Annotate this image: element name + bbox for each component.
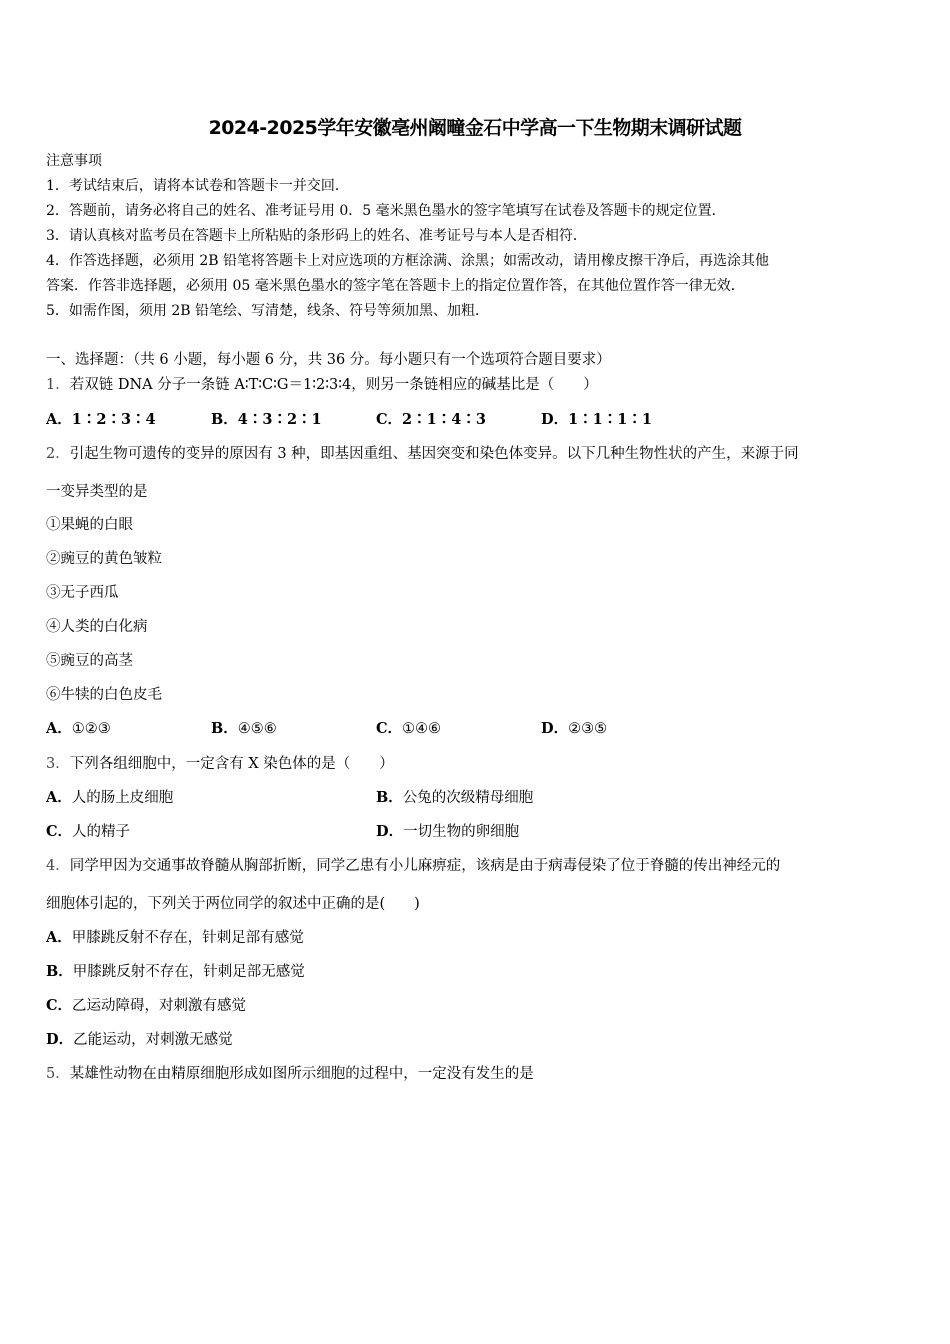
- q1-option-d: [541, 410, 652, 430]
- option-label: A．: [46, 789, 72, 806]
- q2-item: ②豌豆的黄色皱粒: [46, 551, 162, 567]
- option-label: B．: [211, 411, 238, 428]
- question-text: 某雄性动物在由精原细胞形成如图所示细胞的过程中，一定没有发生的是: [69, 1066, 534, 1082]
- question-text: 若双链 DNA 分子一条链 A∶T∶C∶G＝1∶2∶3∶4，则另一条链相应的碱基比是（ ）: [69, 377, 598, 393]
- option-text: 4∶3∶2∶1: [237, 411, 322, 428]
- option-text: 1∶1∶1∶1: [568, 411, 652, 428]
- option-label: B．: [376, 789, 403, 806]
- question-number: 3．: [46, 756, 70, 772]
- question-5: [46, 1064, 534, 1084]
- q2-option-b: [211, 719, 277, 739]
- q4-option-c: [46, 996, 246, 1016]
- question-text: 引起生物可遗传的变异的原因有 3 种，即基因重组、基因突变和染色体变异。以下几种生物性状的产生，来源于同: [69, 446, 799, 462]
- q3-option-d: [376, 822, 519, 842]
- q1-option-a: [46, 410, 156, 430]
- option-label: C．: [46, 823, 73, 840]
- option-label: C．: [376, 411, 403, 428]
- option-label: B．: [211, 720, 238, 737]
- question-1: [46, 375, 598, 395]
- question-4: [46, 856, 780, 876]
- option-text: 公兔的次级精母细胞: [402, 790, 534, 806]
- question-text: 下列各组细胞中，一定含有 X 染色体的是（ ）: [69, 756, 394, 772]
- q2-item: ④人类的白化病: [46, 619, 148, 635]
- option-text: 人的肠上皮细胞: [71, 790, 174, 806]
- question-text-continued: 一变异类型的是: [46, 484, 148, 500]
- option-label: A．: [46, 720, 72, 737]
- option-label: A．: [46, 411, 72, 428]
- q1-option-b: [211, 410, 322, 430]
- option-text: 甲膝跳反射不存在，针刺足部有感觉: [71, 930, 304, 946]
- page-title: 2024-2025学年安徽亳州阚疃金石中学高一下生物期末调研试题: [208, 117, 742, 139]
- notice-item: 2．答题前，请务必将自己的姓名、准考证号用 0．5 毫米黑色墨水的签字笔填写在试卷及答题卡的规定位置．: [46, 203, 726, 219]
- q2-option-a: [46, 719, 111, 739]
- option-label: C．: [46, 997, 73, 1014]
- option-label: D．: [46, 1031, 74, 1048]
- section-heading: 一、选择题：（共 6 小题，每小题 6 分，共 36 分。每小题只有一个选项符合题目要求）: [46, 352, 611, 368]
- notice-item: 答案．作答非选择题，必须用 05 毫米黑色墨水的签字笔在答题卡上的指定位置作答，在其他位置作答一律无效．: [46, 278, 745, 294]
- q4-option-d: [46, 1030, 233, 1050]
- notice-heading: 注意事项: [46, 153, 102, 169]
- notice-item: 5．如需作图，须用 2B 铅笔绘、写清楚，线条、符号等须加黑、加粗．: [46, 303, 490, 319]
- question-number: 4．: [46, 858, 70, 874]
- q3-option-b: [376, 788, 533, 808]
- option-label: C．: [376, 720, 403, 737]
- option-text: 甲膝跳反射不存在，针刺足部无感觉: [72, 964, 305, 980]
- option-text: ④⑤⑥: [237, 721, 277, 737]
- question-text-continued: 细胞体引起的，下列关于两位同学的叙述中正确的是( ): [46, 896, 420, 912]
- q4-option-b: [46, 962, 305, 982]
- question-number: 5．: [46, 1066, 70, 1082]
- option-label: D．: [376, 823, 404, 840]
- q4-option-a: [46, 928, 304, 948]
- option-text: 2∶1∶4∶3: [402, 411, 486, 428]
- option-text: 人的精子: [72, 824, 131, 840]
- option-text: 乙能运动，对刺激无感觉: [73, 1032, 233, 1048]
- q2-option-d: [541, 719, 607, 739]
- question-3: [46, 754, 394, 774]
- option-text: 乙运动障碍，对刺激有感觉: [72, 998, 247, 1014]
- q2-item: ⑥牛犊的白色皮毛: [46, 687, 162, 703]
- q3-option-a: [46, 788, 173, 808]
- notice-item: 1．考试结束后，请将本试卷和答题卡一并交回．: [46, 178, 349, 194]
- question-text: 同学甲因为交通事故脊髓从胸部折断，同学乙患有小儿麻痹症，该病是由于病毒侵染了位于脊髓的传出神经元的: [69, 858, 781, 874]
- option-label: D．: [541, 411, 569, 428]
- q2-item: ⑤豌豆的高茎: [46, 653, 133, 669]
- option-text: 1∶2∶3∶4: [71, 411, 156, 428]
- option-text: ①②③: [71, 721, 111, 737]
- question-2: [46, 444, 799, 464]
- notice-item: 4．作答选择题，必须用 2B 铅笔将答题卡上对应选项的方框涂满、涂黑；如需改动，请用橡皮擦干净后，再选涂其他: [46, 253, 769, 269]
- option-label: A．: [46, 929, 72, 946]
- option-label: D．: [541, 720, 569, 737]
- q3-option-c: [46, 822, 130, 842]
- option-label: B．: [46, 963, 73, 980]
- option-text: 一切生物的卵细胞: [403, 824, 520, 840]
- q2-item: ①果蝇的白眼: [46, 517, 133, 533]
- notice-item: 3．请认真核对监考员在答题卡上所粘贴的条形码上的姓名、准考证号与本人是否相符．: [46, 228, 587, 244]
- option-text: ①④⑥: [402, 721, 442, 737]
- q2-option-c: [376, 719, 441, 739]
- question-number: 2．: [46, 446, 70, 462]
- q1-option-c: [376, 410, 486, 430]
- option-text: ②③⑤: [568, 721, 608, 737]
- question-number: 1．: [46, 377, 70, 393]
- q2-item: ③无子西瓜: [46, 585, 119, 601]
